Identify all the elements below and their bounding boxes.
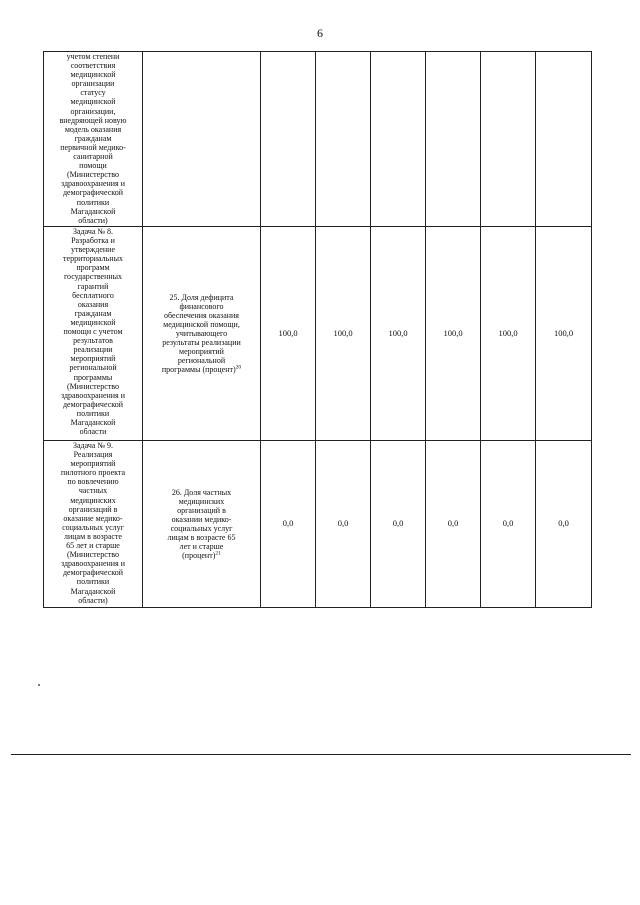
indicator-cell bbox=[143, 52, 261, 227]
value-cell: 100,0 bbox=[481, 227, 536, 441]
value-cell: 0,0 bbox=[316, 441, 371, 608]
value-cell bbox=[316, 52, 371, 227]
value-cell: 100,0 bbox=[536, 227, 592, 441]
task-cell: Задача № 9. Реализация мероприятий пилотного проекта по вовлечению частных медицинских организаций в оказание медико- социальных услуг лицам в возрасте 65 лет и старше (Министерство здравоохранения и демографической политики Магаданской области) bbox=[44, 441, 143, 608]
value-cell: 0,0 bbox=[426, 441, 481, 608]
table-row bbox=[44, 441, 592, 608]
value-cell: 100,0 bbox=[316, 227, 371, 441]
indicator-cell bbox=[143, 441, 261, 608]
page-number: 6 bbox=[317, 26, 323, 40]
value-cell: 100,0 bbox=[261, 227, 316, 441]
value-cell: 0,0 bbox=[371, 441, 426, 608]
value-cell: 0,0 bbox=[481, 441, 536, 608]
indicator-text: 25. Доля дефицита финансового обеспечения оказания медицинской помощи, учитывающего результаты реализации мероприятий региональной программы (процент) bbox=[161, 292, 241, 375]
value-cell bbox=[426, 52, 481, 227]
value-cell: 100,0 bbox=[426, 227, 481, 441]
indicator-cell bbox=[143, 227, 261, 441]
footnote-marker: 21 bbox=[215, 550, 221, 557]
footnote-marker: 20 bbox=[235, 364, 242, 371]
indicator-text: 26. Доля частных медицинских организаций в оказании медико- социальных услуг лицам в возрасте 65 лет и старше (процент) bbox=[167, 487, 236, 561]
scan-speck bbox=[38, 684, 40, 686]
table-row bbox=[44, 52, 592, 227]
value-cell bbox=[371, 52, 426, 227]
task-cell: учетом степени соответствия медицинской организации статусу медицинской организации, внедряющей новую модель оказания гражданам первичной медико- санитарной помощи (Министерство здравоохранения и демографической политики Магаданской области) bbox=[44, 52, 143, 227]
value-cell bbox=[536, 52, 592, 227]
value-cell bbox=[261, 52, 316, 227]
task-cell: Задача № 8. Разработка и утверждение территориальных программ государственных гарантий бесплатного оказания гражданам медицинской помощи с учетом результатов реализации мероприятий региональной программы (Министерство здравоохранения и демографической политики Магаданской области bbox=[44, 227, 143, 441]
value-cell bbox=[481, 52, 536, 227]
value-cell: 0,0 bbox=[536, 441, 592, 608]
value-cell: 100,0 bbox=[371, 227, 426, 441]
table-row bbox=[44, 227, 592, 441]
targets-table bbox=[43, 51, 592, 608]
footer-divider bbox=[11, 754, 631, 755]
value-cell: 0,0 bbox=[261, 441, 316, 608]
